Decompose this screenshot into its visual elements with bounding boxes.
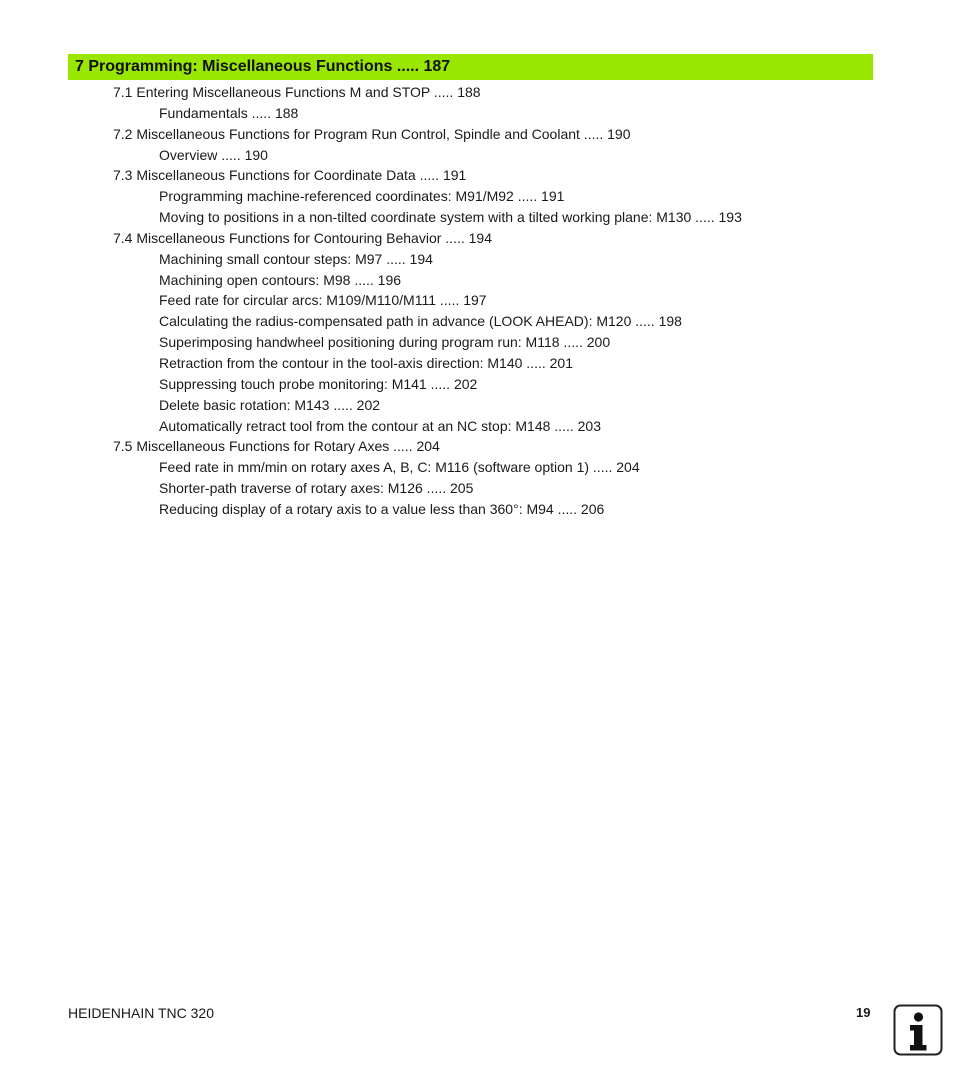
toc-section-entry[interactable]: 7.1 Entering Miscellaneous Functions M and STOP ..... 188 <box>113 84 481 100</box>
toc-subsection-entry[interactable]: Moving to positions in a non-tilted coordinate system with a tilted working plane: M130 ..... 193 <box>159 209 742 226</box>
toc-subsection-entry[interactable]: Automatically retract tool from the contour at an NC stop: M148 ..... 203 <box>159 417 601 434</box>
chapter-heading[interactable]: 7 Programming: Miscellaneous Functions ..... 187 <box>68 54 873 80</box>
toc-section-entry[interactable]: 7.3 Miscellaneous Functions for Coordinate Data ..... 191 <box>113 167 467 184</box>
info-icon[interactable] <box>893 1004 943 1056</box>
toc-section-entry[interactable]: 7.5 Miscellaneous Functions for Rotary Axes ..... 204 <box>113 438 440 455</box>
toc-section-entry[interactable]: 7.2 Miscellaneous Functions for Program Run Control, Spindle and Coolant ..... 190 <box>113 125 631 142</box>
toc-subsection-entry[interactable]: Fundamentals ..... 188 <box>159 104 299 121</box>
toc-subsection-entry[interactable]: Programming machine-referenced coordinates: M91/M92 ..... 191 <box>159 188 565 205</box>
toc-subsection-entry[interactable]: Retraction from the contour in the tool-axis direction: M140 ..... 201 <box>159 354 573 371</box>
toc-subsection-entry[interactable]: Calculating the radius-compensated path in advance (LOOK AHEAD): M120 ..... 198 <box>159 313 682 330</box>
page-number: 19 <box>856 1005 871 1020</box>
toc-subsection-entry[interactable]: Overview ..... 190 <box>159 146 268 163</box>
table-of-contents <box>0 82 954 520</box>
manual-title: HEIDENHAIN TNC 320 <box>68 1005 215 1021</box>
toc-subsection-entry[interactable]: Machining small contour steps: M97 ..... 194 <box>159 250 433 267</box>
toc-subsection-entry[interactable]: Feed rate in mm/min on rotary axes A, B, C: M116 (software option 1) ..... 204 <box>159 459 640 476</box>
toc-subsection-entry[interactable]: Superimposing handwheel positioning during program run: M118 ..... 200 <box>159 334 611 351</box>
toc-subsection-entry[interactable]: Shorter-path traverse of rotary axes: M126 ..... 205 <box>159 480 474 497</box>
toc-subsection-entry[interactable]: Delete basic rotation: M143 ..... 202 <box>159 396 381 413</box>
toc-subsection-entry[interactable]: Feed rate for circular arcs: M109/M110/M111 ..... 197 <box>159 292 487 309</box>
toc-subsection-entry[interactable]: Machining open contours: M98 ..... 196 <box>159 271 402 288</box>
toc-subsection-entry[interactable]: Reducing display of a rotary axis to a value less than 360°: M94 ..... 206 <box>159 500 605 517</box>
toc-subsection-entry[interactable]: Suppressing touch probe monitoring: M141 ..... 202 <box>159 375 478 392</box>
toc-section-entry[interactable]: 7.4 Miscellaneous Functions for Contouring Behavior ..... 194 <box>113 229 492 246</box>
